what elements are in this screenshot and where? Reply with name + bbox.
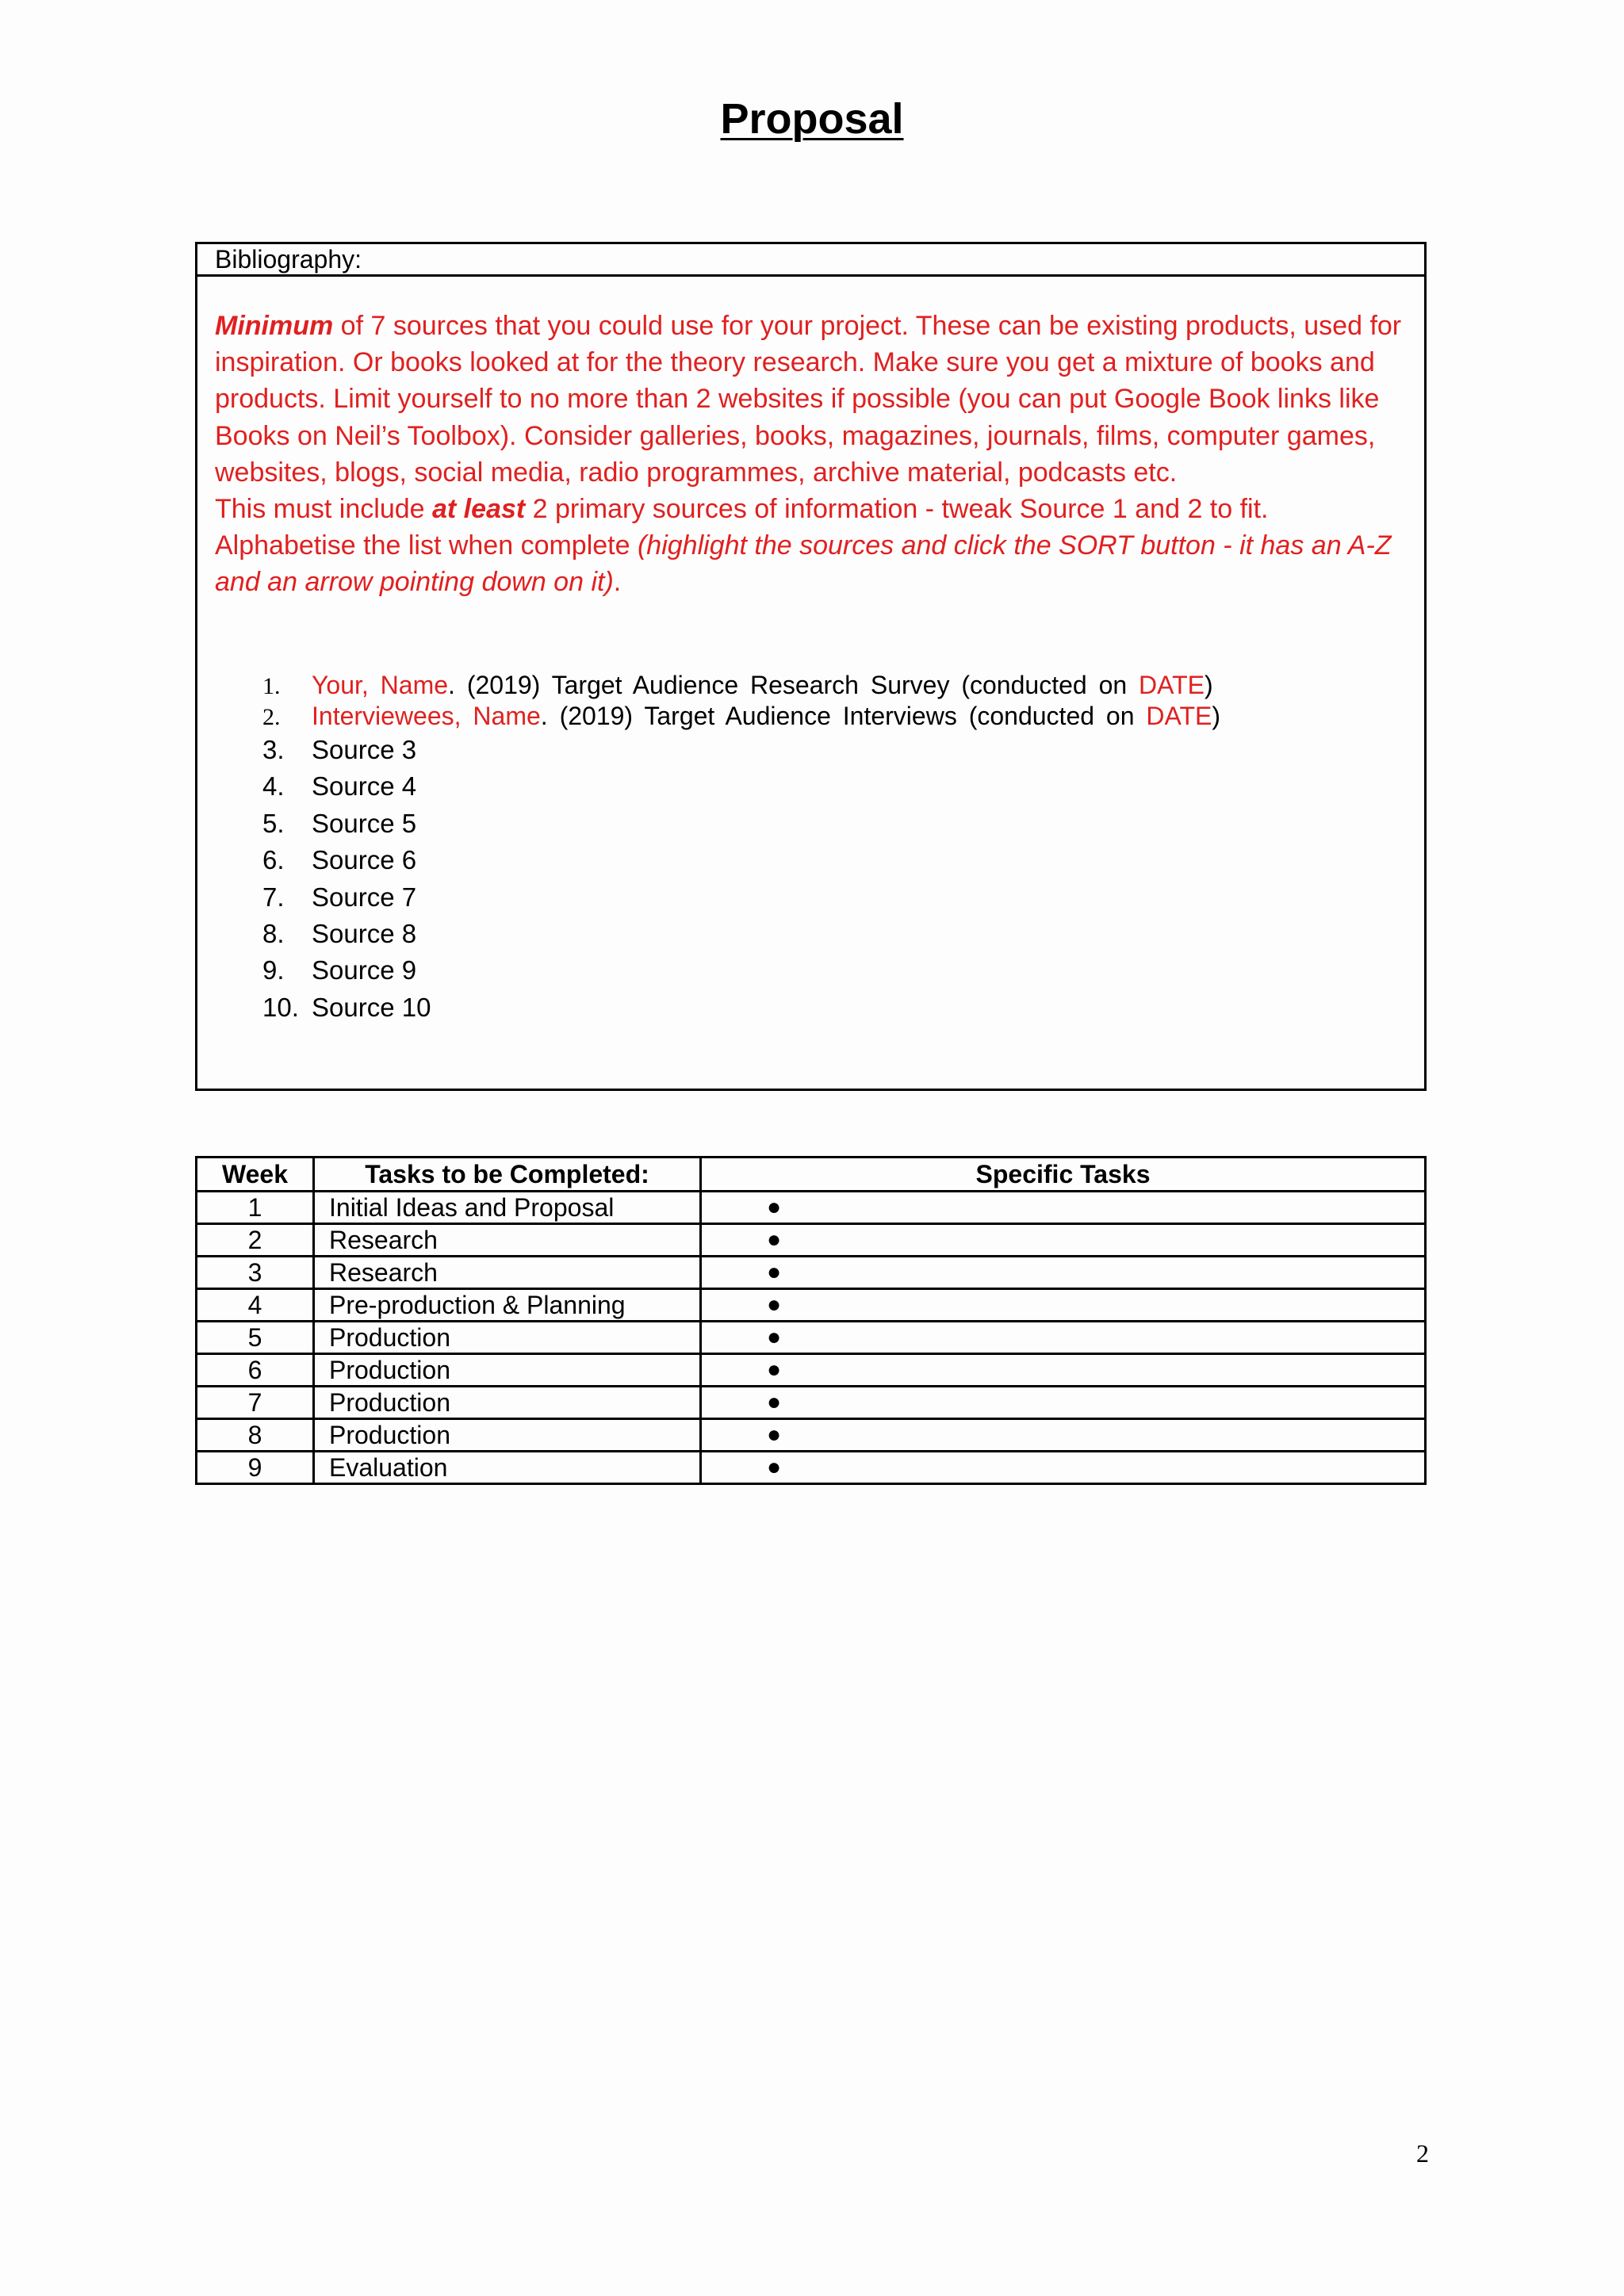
source-item-5 — [262, 806, 1420, 842]
source-title: . (2019) Target Audience Research Survey (conducted on — [448, 671, 1139, 699]
instructions-text-3b: . — [613, 567, 622, 598]
source-number: 1. — [262, 673, 281, 699]
instructions-paragraph-1 — [215, 308, 1420, 491]
task-schedule-table — [195, 1156, 1427, 1485]
source-date: DATE — [1139, 671, 1205, 699]
source-label: Source 3 — [312, 735, 417, 764]
minimum-emphasis: Minimum — [215, 311, 334, 341]
instructions-text-3a: Alphabetise the list when complete — [215, 530, 638, 561]
task-cell: Pre-production & Planning — [314, 1289, 701, 1322]
table-row — [197, 1289, 1426, 1322]
at-least-emphasis: at least — [432, 494, 526, 525]
task-cell: Production — [314, 1322, 701, 1354]
week-column-header: Week — [197, 1158, 314, 1192]
source-item-3 — [262, 732, 1420, 768]
source-close: ) — [1212, 702, 1221, 730]
table-row — [197, 1192, 1426, 1224]
source-label: Source 6 — [312, 845, 417, 875]
week-cell: 9 — [197, 1452, 314, 1484]
specific-tasks-cell[interactable]: ● — [701, 1257, 1426, 1289]
sort-hint: (highlight the sources and click the SORT button - it has an A-Z and an arrow pointing down on it) — [215, 530, 1392, 598]
source-number: 5. — [262, 808, 285, 838]
table-row — [197, 1452, 1426, 1484]
source-item-6 — [262, 842, 1420, 878]
task-cell: Production — [314, 1419, 701, 1452]
source-label: Source 4 — [312, 771, 417, 802]
table-row — [197, 1224, 1426, 1257]
source-number: 6. — [262, 845, 285, 875]
sources-list — [262, 670, 1420, 1026]
bibliography-header: Bibliography: — [197, 244, 1424, 277]
source-item-2 — [262, 701, 1420, 732]
source-number: 9. — [262, 955, 285, 985]
instructions-paragraph-3 — [215, 527, 1420, 600]
task-cell: Evaluation — [314, 1452, 701, 1484]
tasks-column-header: Tasks to be Completed: — [314, 1158, 701, 1192]
instructions-text-2a: This must include — [215, 494, 432, 525]
bibliography-instructions — [215, 308, 1420, 601]
bibliography-box — [195, 242, 1427, 1091]
source-item-8 — [262, 916, 1420, 952]
instructions-text-1: of 7 sources that you could use for your project. These can be existing products, used for inspiration. Or books looked at for the theory research. Make sure you get a mixture of books and products. Limit yourself to no more than 2 websites if possible (you can put Google Book links like Books on Neil’s Toolbox). Consider galleries, books, magazines, journals, films, computer games, websites, blogs, social media, radio programmes, archive material, podcasts etc. — [215, 311, 1402, 488]
specific-tasks-cell[interactable]: ● — [701, 1354, 1426, 1387]
table-row — [197, 1387, 1426, 1419]
source-date: DATE — [1146, 702, 1212, 730]
specific-tasks-cell[interactable]: ● — [701, 1192, 1426, 1224]
week-cell: 6 — [197, 1354, 314, 1387]
source-label: Source 5 — [312, 808, 417, 838]
source-item-10 — [262, 989, 1420, 1026]
task-cell: Initial Ideas and Proposal — [314, 1192, 701, 1224]
week-cell: 5 — [197, 1322, 314, 1354]
specific-tasks-cell[interactable]: ● — [701, 1289, 1426, 1322]
source-title: . (2019) Target Audience Interviews (conducted on — [540, 702, 1147, 730]
task-cell: Production — [314, 1387, 701, 1419]
week-cell: 1 — [197, 1192, 314, 1224]
source-item-7 — [262, 879, 1420, 916]
week-cell: 4 — [197, 1289, 314, 1322]
source-author: Your, Name — [312, 671, 449, 699]
source-item-1 — [262, 670, 1420, 701]
specific-tasks-cell[interactable]: ● — [701, 1452, 1426, 1484]
source-number: 3. — [262, 735, 285, 764]
source-number: 7. — [262, 882, 285, 912]
specific-tasks-cell[interactable]: ● — [701, 1224, 1426, 1257]
page-number: 2 — [1416, 2139, 1429, 2168]
source-item-9 — [262, 952, 1420, 989]
source-author: Interviewees, Name — [312, 702, 541, 730]
table-header-row — [197, 1158, 1426, 1192]
source-label: Source 7 — [312, 882, 417, 912]
source-label: Source 10 — [312, 992, 431, 1022]
page-title: Proposal — [720, 95, 904, 143]
source-label: Source 9 — [312, 955, 417, 985]
task-cell: Research — [314, 1257, 701, 1289]
table-row — [197, 1354, 1426, 1387]
instructions-text-2b: 2 primary sources of information - tweak Source 1 and 2 to fit. — [525, 494, 1269, 525]
specific-tasks-cell[interactable]: ● — [701, 1419, 1426, 1452]
table-row — [197, 1257, 1426, 1289]
week-cell: 2 — [197, 1224, 314, 1257]
source-label: Source 8 — [312, 918, 417, 948]
table-row — [197, 1322, 1426, 1354]
source-number: 10. — [262, 992, 299, 1022]
source-text — [312, 670, 1213, 701]
source-text — [312, 701, 1220, 732]
week-cell: 7 — [197, 1387, 314, 1419]
task-cell: Research — [314, 1224, 701, 1257]
source-number: 8. — [262, 918, 285, 948]
specific-tasks-cell[interactable]: ● — [701, 1387, 1426, 1419]
instructions-paragraph-2 — [215, 491, 1420, 527]
specific-tasks-column-header: Specific Tasks — [701, 1158, 1426, 1192]
source-number: 4. — [262, 771, 285, 802]
source-number: 2. — [262, 704, 281, 730]
specific-tasks-cell[interactable]: ● — [701, 1322, 1426, 1354]
week-cell: 8 — [197, 1419, 314, 1452]
source-close: ) — [1205, 671, 1213, 699]
task-cell: Production — [314, 1354, 701, 1387]
source-item-4 — [262, 768, 1420, 805]
week-cell: 3 — [197, 1257, 314, 1289]
table-row — [197, 1419, 1426, 1452]
